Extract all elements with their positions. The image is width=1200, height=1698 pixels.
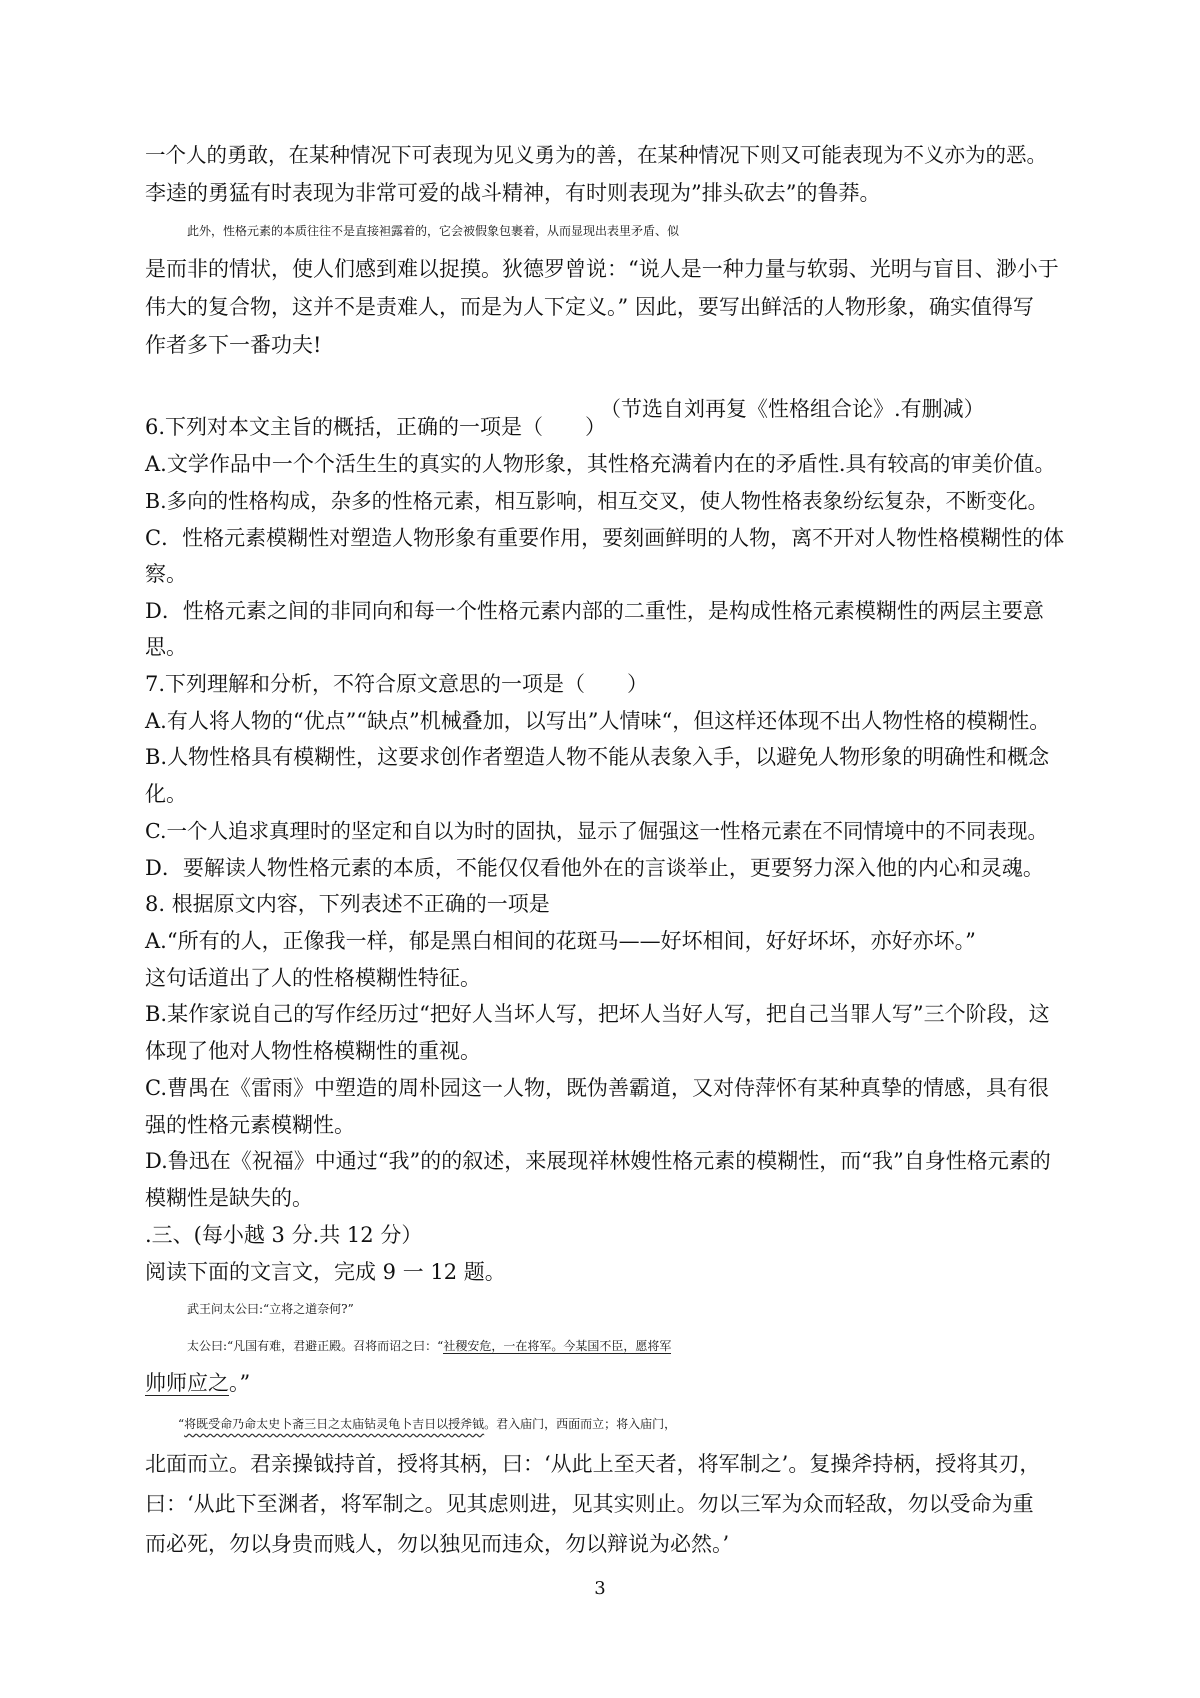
- question-6-option-b: B.多向的性格构成，杂多的性格元素，相互影响，相互交叉，使人物性格表象纷纭复杂，不断变化。: [145, 489, 1049, 513]
- essay-paragraph-2-line-4: 作者多下一番功夫!: [145, 333, 322, 357]
- classical-line-7: 而必死，勿以身贵而贱人，勿以独见而违众，勿以辩说为必然。’: [145, 1532, 730, 1556]
- question-6-option-d-line-1: D．性格元素之间的非同向和每一个性格元素内部的二重性，是构成性格元素模糊性的两层主要意: [145, 599, 1044, 623]
- classical-line-4-open-quote: “: [178, 1417, 185, 1431]
- question-8-option-b-line-2: 体现了他对人物性格模糊性的重视。: [145, 1039, 481, 1063]
- question-8-option-d-line-1: D.鲁迅在《祝福》中通过“我”的的叙述，来展现祥林嫂性格元素的模糊性，而“我”自身性格元素的: [145, 1149, 1051, 1173]
- question-6-stem: 6.下列对本文主旨的概括，正确的一项是（ ）: [145, 415, 607, 439]
- classical-line-4: [178, 1407, 1098, 1443]
- question-6-option-c-line-2: 察。: [145, 562, 187, 586]
- classical-line-3: [145, 1366, 1065, 1402]
- question-7-option-b-line-1: B.人物性格具有模糊性，这要求创作者塑造人物不能从表象入手，以避免人物形象的明确性和概念: [145, 745, 1050, 769]
- question-8-option-b-line-1: B.某作家说自己的写作经历过“把好人当坏人写，把坏人当好人写，把自己当罪人写”三个阶段，这: [145, 1002, 1050, 1026]
- classical-line-2: [187, 1329, 1107, 1365]
- essay-paragraph-2-line-2: 是而非的情状，使人们感到难以捉摸。狄德罗曾说：“说人是一种力量与软弱、光明与盲目、渺小于: [145, 257, 1059, 281]
- question-8-option-a-line-2: 这句话道出了人的性格模糊性特征。: [145, 966, 481, 990]
- essay-paragraph-2-line-1: 此外，性格元素的本质往往不是直接袒露着的，它会被假象包裹着，从而显现出表里矛盾、似: [187, 224, 680, 238]
- question-6-option-a: A.文学作品中一个个活生生的真实的人物形象，其性格充满着内在的矛盾性.具有较高的审美价值。: [145, 452, 1056, 476]
- question-6-option-d-line-2: 思。: [145, 635, 187, 659]
- classical-line-6: 曰：‘从此下至渊者，将军制之。见其虑则进，见其实则止。勿以三军为众而轻敌，勿以受命为重: [145, 1492, 1034, 1516]
- question-6-option-c-line-1: C．性格元素模糊性对塑造人物形象有重要作用，要刻画鲜明的人物，离不开对人物性格模糊性的体: [145, 526, 1065, 550]
- essay-paragraph-1-line-2: 李逵的勇猛有时表现为非常可爱的战斗精神，有时则表现为”排头砍去”的鲁莽。: [145, 181, 881, 205]
- wavy-underlined-sentence: 将既受命乃命太史卜斋三日之太庙钻灵龟卜吉日以授斧钺: [184, 1417, 485, 1431]
- essay-paragraph-2-line-3: 伟大的复合物，这并不是责难人，而是为人下定义。” 因此，要写出鲜活的人物形象，确实值得写: [145, 295, 1034, 319]
- section-3-heading: .三、(每小越 3 分.共 12 分）: [145, 1223, 423, 1247]
- question-7-option-d: D．要解读人物性格元素的本质，不能仅仅看他外在的言谈举止，更要努力深入他的内心和灵魂。: [145, 856, 1044, 880]
- question-7-stem: 7.下列理解和分析，不符合原文意思的一项是（ ）: [145, 672, 649, 696]
- section-3-instruction: 阅读下面的文言文，完成 9 一 12 题。: [145, 1260, 506, 1284]
- page-number: 3: [594, 1578, 606, 1599]
- essay-source-citation: （节选自刘再复《性格组合论》.有删减）: [600, 397, 985, 421]
- question-7-option-c: C.一个人追求真理时的坚定和自以为时的固执，显示了倔强这一性格元素在不同情境中的不同表现。: [145, 819, 1048, 843]
- underlined-sentence-part-2: 帅师应之: [145, 1371, 229, 1395]
- question-7-option-b-line-2: 化。: [145, 782, 187, 806]
- underlined-sentence-part-1: 社稷安危，一在将军。今某国不臣，愿将军: [443, 1339, 672, 1353]
- question-8-stem: 8. 根据原文内容，下列表述不正确的一项是: [145, 892, 550, 916]
- question-7-option-a: A.有人将人物的“优点”“缺点”机械叠加，以写出”人情味“，但这样还体现不出人物性格的模糊性。: [145, 709, 1051, 733]
- classical-line-2-text: 太公曰:“凡国有难，君避正殿。召将而诏之曰：“: [187, 1339, 444, 1353]
- essay-paragraph-1-line-1: 一个人的勇敢，在某种情况下可表现为见义勇为的善，在某种情况下则又可能表现为不义亦为的恶。: [145, 143, 1047, 167]
- classical-line-3-text: 。”: [229, 1371, 251, 1395]
- question-8-option-d-line-2: 模糊性是缺失的。: [145, 1186, 313, 1210]
- classical-line-5: 北面而立。君亲操钺持首，授将其柄，曰：‘从此上至天者，将军制之’。复操斧持柄，授将其刃，: [145, 1452, 1041, 1476]
- classical-line-4-text: 。君入庙门，西面而立；将入庙门，: [484, 1417, 677, 1431]
- question-8-option-a-line-1: A.“所有的人，正像我一样，郁是黑白相间的花斑马——好坏相间，好好坏坏，亦好亦坏。”: [145, 929, 976, 953]
- question-8-option-c-line-2: 强的性格元素模糊性。: [145, 1113, 355, 1137]
- question-8-option-c-line-1: C.曹禺在《雷雨》中塑造的周朴园这一人物，既伪善霸道，又对侍萍怀有某种真挚的情感，具有很: [145, 1076, 1049, 1100]
- classical-line-1: 武王问太公曰:“立将之道奈何?”: [187, 1302, 354, 1316]
